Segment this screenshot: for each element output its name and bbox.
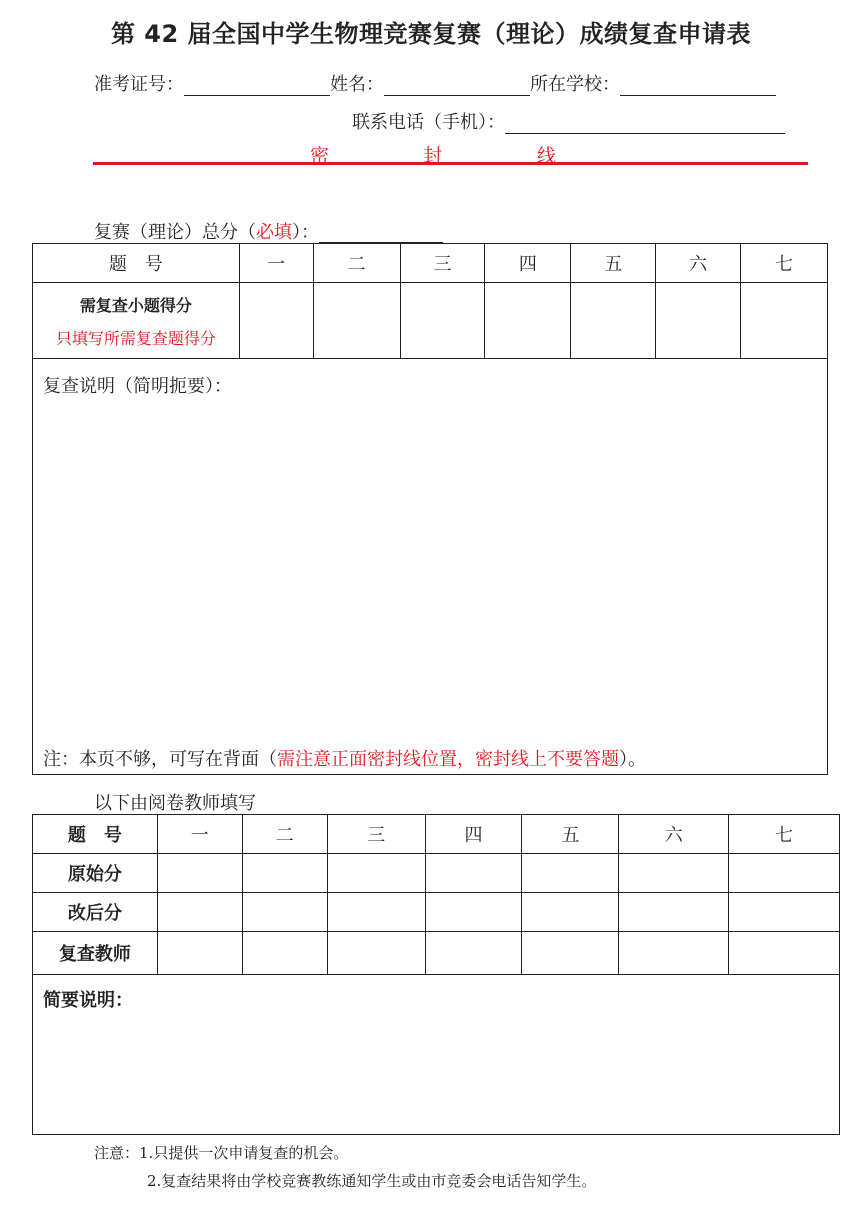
teacher-question-col-6: 六 <box>619 815 729 854</box>
name-label: 姓名： <box>330 74 384 95</box>
teacher-question-col-5: 五 <box>522 815 619 854</box>
explanation-note: 注：本页不够，可写在背面（需注意正面密封线位置，密封线上不要答题）。 <box>43 749 646 770</box>
recheck-score-hint: 只填写所需复查题得分 <box>55 328 216 348</box>
recheck-score-input-7[interactable] <box>741 283 828 359</box>
applicant-score-table <box>32 243 828 359</box>
question-col-2: 二 <box>313 244 400 283</box>
teacher-section-intro: 以下由阅卷教师填写 <box>94 793 256 814</box>
notes <box>94 1139 596 1195</box>
original-score-input-6[interactable] <box>619 854 729 893</box>
summary-label: 简要说明： <box>43 990 133 1011</box>
question-col-4: 四 <box>485 244 571 283</box>
question-col-5: 五 <box>571 244 656 283</box>
total-score-row: 复赛（理论）总分（必填）： <box>94 218 443 244</box>
reviewer-input-5[interactable] <box>522 932 619 975</box>
note-item-2: 2.复查结果将由学校竞赛教练通知学生或由市竞委会电话告知学生。 <box>147 1172 597 1190</box>
recheck-score-label: 需复查小题得分 <box>79 295 192 315</box>
revised-score-input-2[interactable] <box>242 893 327 932</box>
teacher-summary-box[interactable] <box>32 974 840 1135</box>
reviewer-label: 复查教师 <box>33 932 158 975</box>
seal-line <box>93 162 808 165</box>
recheck-score-input-2[interactable] <box>313 283 400 359</box>
notes-prefix: 注意： <box>94 1144 140 1162</box>
teacher-score-table <box>32 814 840 975</box>
reviewer-input-7[interactable] <box>729 932 840 975</box>
revised-score-input-3[interactable] <box>327 893 425 932</box>
question-number-header: 题 号 <box>33 244 240 283</box>
exam-id-field[interactable] <box>184 75 330 96</box>
recheck-score-input-5[interactable] <box>571 283 656 359</box>
teacher-question-col-1: 一 <box>157 815 242 854</box>
seal-char-1: 密 <box>310 145 330 167</box>
original-score-input-5[interactable] <box>522 854 619 893</box>
teacher-question-header: 题 号 <box>33 815 158 854</box>
name-field[interactable] <box>384 75 530 96</box>
phone-row <box>352 108 785 134</box>
required-mark: 必填 <box>256 222 292 243</box>
original-score-label: 原始分 <box>33 854 158 893</box>
question-col-1: 一 <box>239 244 313 283</box>
original-score-input-2[interactable] <box>242 854 327 893</box>
reviewer-input-1[interactable] <box>157 932 242 975</box>
total-score-field[interactable] <box>319 222 443 244</box>
phone-field[interactable] <box>505 113 785 134</box>
note-item-1: 注意：1.只提供一次申请复查的机会。 <box>94 1144 349 1162</box>
recheck-explanation-box[interactable] <box>32 358 828 775</box>
revised-score-input-6[interactable] <box>619 893 729 932</box>
recheck-score-input-3[interactable] <box>400 283 485 359</box>
seal-char-2: 封 <box>423 145 443 167</box>
total-score-label: 复赛（理论）总分（ <box>94 222 256 243</box>
original-score-input-4[interactable] <box>425 854 522 893</box>
school-field[interactable] <box>620 75 776 96</box>
exam-id-label: 准考证号： <box>94 74 184 95</box>
original-score-input-7[interactable] <box>729 854 840 893</box>
reviewer-input-6[interactable] <box>619 932 729 975</box>
original-score-input-3[interactable] <box>327 854 425 893</box>
revised-score-input-4[interactable] <box>425 893 522 932</box>
reviewer-input-3[interactable] <box>327 932 425 975</box>
explanation-label: 复查说明（简明扼要）： <box>43 376 232 397</box>
teacher-question-col-7: 七 <box>729 815 840 854</box>
recheck-score-label-cell <box>33 283 240 359</box>
phone-label: 联系电话（手机）： <box>352 112 505 133</box>
school-label: 所在学校： <box>530 74 620 95</box>
recheck-score-input-1[interactable] <box>239 283 313 359</box>
teacher-question-col-3: 三 <box>327 815 425 854</box>
teacher-question-col-4: 四 <box>425 815 522 854</box>
recheck-score-input-4[interactable] <box>485 283 571 359</box>
reviewer-input-4[interactable] <box>425 932 522 975</box>
revised-score-input-7[interactable] <box>729 893 840 932</box>
reviewer-input-2[interactable] <box>242 932 327 975</box>
question-col-3: 三 <box>400 244 485 283</box>
question-col-6: 六 <box>656 244 741 283</box>
question-col-7: 七 <box>741 244 828 283</box>
revised-score-input-1[interactable] <box>157 893 242 932</box>
applicant-info-row <box>94 70 776 96</box>
original-score-input-1[interactable] <box>157 854 242 893</box>
recheck-score-input-6[interactable] <box>656 283 741 359</box>
revised-score-input-5[interactable] <box>522 893 619 932</box>
revised-score-label: 改后分 <box>33 893 158 932</box>
seal-char-3: 线 <box>537 145 557 167</box>
teacher-question-col-2: 二 <box>242 815 327 854</box>
form-title: 第 42 届全国中学生物理竞赛复赛（理论）成绩复查申请表 <box>110 20 752 48</box>
